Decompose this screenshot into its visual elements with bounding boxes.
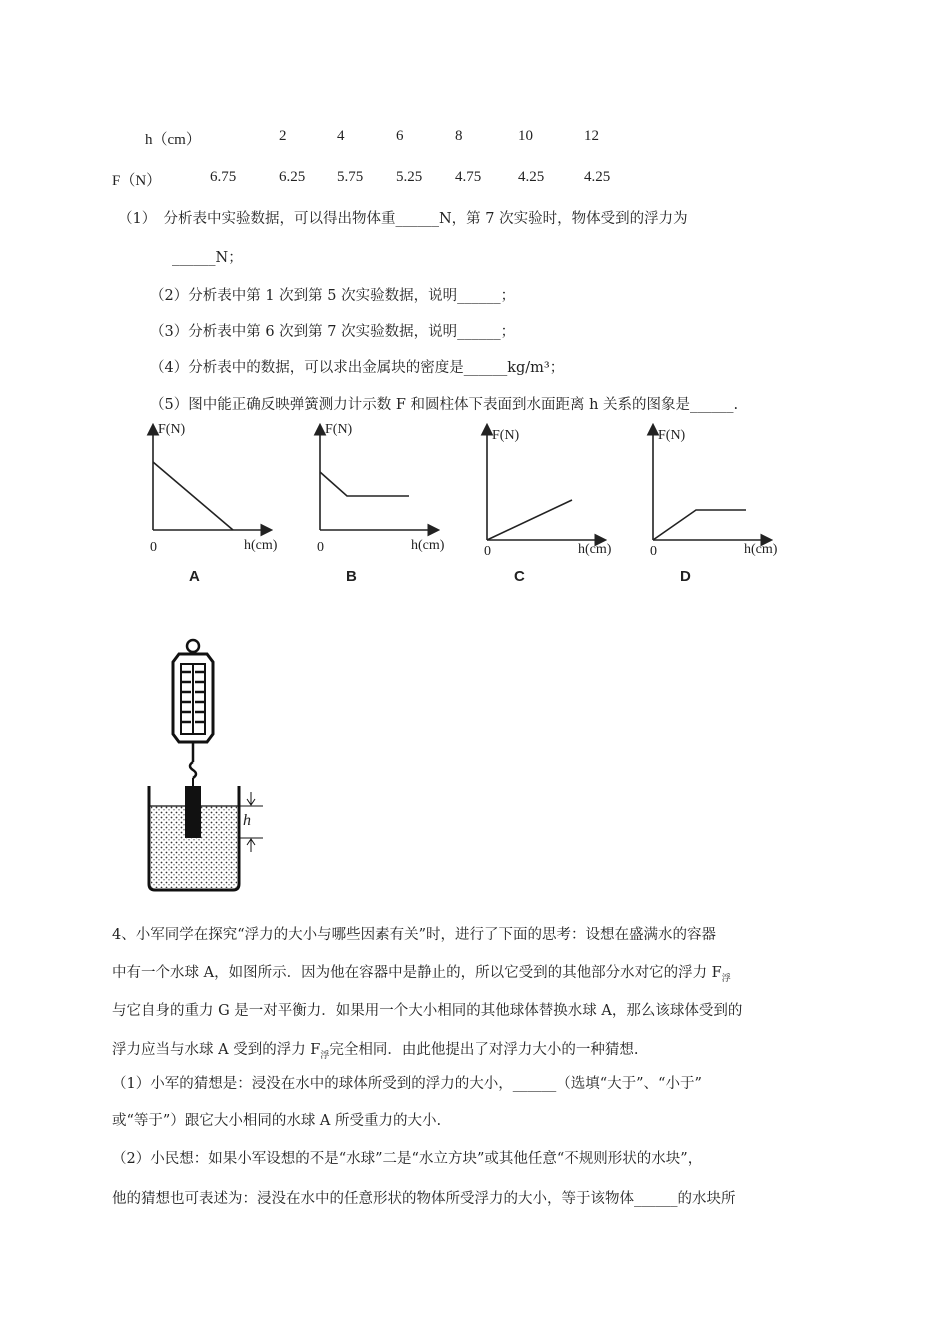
q3-part3: （3）分析表中第 6 次到第 7 次实验数据，说明______； xyxy=(150,324,516,340)
table-f-value: 5.25 xyxy=(396,169,423,185)
graph-a-origin: 0 xyxy=(150,540,157,555)
table-h-value: 4 xyxy=(337,128,345,144)
graph-c xyxy=(474,418,654,598)
q4-line3: 与它自身的重力 G 是一对平衡力．如果用一个大小相同的其他球体替换水球 A，那么该球体受到的 xyxy=(112,1003,743,1019)
graph-c-plot xyxy=(474,418,654,598)
metal-cylinder xyxy=(185,786,201,838)
graph-a-curve xyxy=(153,462,233,530)
graph-d-xlabel: h(cm) xyxy=(744,542,778,557)
q4-line2: 中有一个水球 A，如图所示．因为他在容器中是静止的，所以它受到的其他部分水对它的浮力 $F_浮$ xyxy=(112,965,731,984)
graph-c-name: C xyxy=(514,568,525,585)
q3-part1-line1: （1） 分析表中实验数据，可以得出物体重______N，第 7 次实验时，物体受到的浮力为 xyxy=(118,211,688,227)
table-h-label: h（cm） xyxy=(145,132,201,148)
graph-d-ylabel: F(N) xyxy=(658,428,686,443)
q4-line4: 浮力应当与水球 A 受到的浮力 $F_浮$完全相同．由此他提出了对浮力大小的一种猜想. xyxy=(112,1042,639,1061)
graph-d-origin: 0 xyxy=(650,544,657,559)
graph-b-ylabel: F(N) xyxy=(325,422,353,437)
table-f-value: 6.25 xyxy=(279,169,306,185)
table-h-value: 8 xyxy=(455,128,463,144)
table-f-value: 4.75 xyxy=(455,169,482,185)
table-f-value: 4.25 xyxy=(518,169,545,185)
spring-balance-apparatus xyxy=(135,636,275,896)
table-f-value: 5.75 xyxy=(337,169,364,185)
table-h-value: 6 xyxy=(396,128,404,144)
q4-sub2-line2: 他的猜想也可表述为：浸没在水中的任意形状的物体所受浮力的大小，等于该物体______的水块所 xyxy=(112,1191,736,1207)
q4-sub2-line1: （2）小民想：如果小军设想的不是“水球”二是“水立方块”或其他任意“不规则形状的水块”， xyxy=(112,1151,703,1167)
apparatus-drawing xyxy=(135,636,275,896)
subscript-fu: 浮 xyxy=(320,1050,330,1061)
graph-c-xlabel: h(cm) xyxy=(578,542,612,557)
q4-sub1-line1: （1）小军的猜想是：浸没在水中的球体所受到的浮力的大小，______（选填“大于”、“小于” xyxy=(112,1076,702,1092)
q3-part5: （5）图中能正确反映弹簧测力计示数 F 和圆柱体下表面到水面距离 h 关系的图象是______. xyxy=(150,397,739,413)
graph-d-plot xyxy=(640,418,820,598)
graph-a-name: A xyxy=(189,568,200,585)
graph-a xyxy=(140,418,320,598)
bottom-hook xyxy=(190,762,196,778)
graph-b xyxy=(307,418,487,598)
top-ring xyxy=(187,640,199,652)
graph-d-name: D xyxy=(680,568,691,585)
graph-c-curve xyxy=(487,500,572,540)
q3-part4: （4）分析表中的数据，可以求出金属块的密度是______kg/m³； xyxy=(150,360,565,376)
graph-d-curve xyxy=(653,510,746,540)
table-f-value: 4.25 xyxy=(584,169,611,185)
table-f-value: 6.75 xyxy=(210,169,237,185)
graph-a-xlabel: h(cm) xyxy=(244,538,278,553)
table-h-value: 12 xyxy=(584,128,599,144)
graph-b-name: B xyxy=(346,568,357,585)
graph-d xyxy=(640,418,820,598)
subscript-fu: 浮 xyxy=(721,973,731,984)
graph-b-xlabel: h(cm) xyxy=(411,538,445,553)
q3-part2: （2）分析表中第 1 次到第 5 次实验数据，说明______； xyxy=(150,288,516,304)
graph-b-plot xyxy=(307,418,487,598)
table-h-value: 10 xyxy=(518,128,533,144)
table-f-label: F（N） xyxy=(112,173,162,189)
graph-c-ylabel: F(N) xyxy=(492,428,520,443)
h-dimension-label: h xyxy=(243,812,251,829)
graph-a-ylabel: F(N) xyxy=(158,422,186,437)
graph-a-plot xyxy=(140,418,320,598)
q4-line1: 4、小军同学在探究“浮力的大小与哪些因素有关”时，进行了下面的思考：设想在盛满水的容器 xyxy=(112,927,717,943)
graph-b-curve xyxy=(320,472,409,496)
graph-b-origin: 0 xyxy=(317,540,324,555)
q3-part1-line2: ______N； xyxy=(172,250,243,266)
q4-sub1-line2: 或“等于”）跟它大小相同的水球 A 所受重力的大小. xyxy=(112,1113,442,1129)
table-h-value: 2 xyxy=(279,128,287,144)
graph-c-origin: 0 xyxy=(484,544,491,559)
